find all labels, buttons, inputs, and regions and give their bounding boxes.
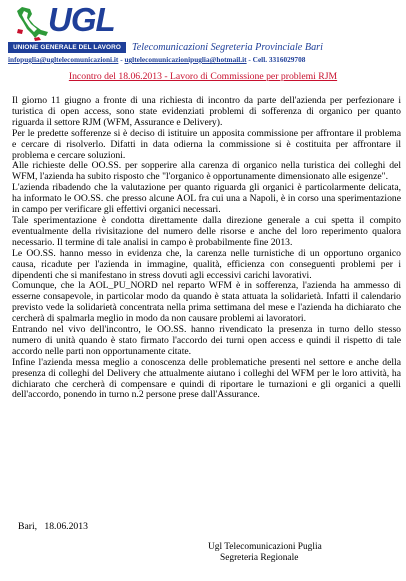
paragraph: Alle richieste delle OO.SS. per sopperire alla carenza di organico nella turistica dei colleghi del WFM, l'azienda ha subito risposto che "l'organico è opportunamente dimensionato alle esigenze". xyxy=(12,160,401,183)
paragraph: Tale sperimentazione è condotta direttamente dalla direzione generale a cui spetta il compito eventualmente della rivisitazione del numero delle risorse e anche del loro reperimento qualora necessario. Il termine di tale analisi in campo è probabilmente fine 2013. xyxy=(12,214,401,248)
signature-org: Ugl Telecomunicazioni Puglia xyxy=(208,542,322,552)
email-link-2[interactable]: ugltelecomunicazionipuglia@hotmail.it xyxy=(124,55,247,64)
email-link-1[interactable]: infopuglia@ugltelecomunicazioni.it xyxy=(8,55,119,64)
phone-number: - Cell. 3316029708 xyxy=(246,55,306,64)
paragraph: Infine l'azienda messa meglio a conoscenza delle problematiche presenti nel settore e anche della presenza di colleghi del Delivery che attualmente aiutano i colleghi del WFM per le loro attività, ha dichiarato che cercherà di compensare e quindi di riportare le turnazioni e gli organici a quelli dell'accordo, ponendo in turno n.2 persone prese dall'Assurance. xyxy=(12,356,401,401)
document-body xyxy=(12,96,401,401)
org-name: Telecomunicazioni Segreteria Provinciale Bari xyxy=(132,42,323,53)
signature-office: Segreteria Regionale xyxy=(220,553,299,563)
email-separator: - xyxy=(118,55,125,64)
document-date: Bari, 18.06.2013 xyxy=(18,521,88,532)
paragraph: Il giorno 11 giugno a fronte di una richiesta di incontro da parte dell'azienda per perfezionare i turistica di open access, sono state evidenziati problemi di sofferenza di organico per quanto riguarda il settore RJM (WFM, Assurance e Delivery). xyxy=(12,95,401,128)
italy-map-icon xyxy=(8,5,52,43)
logo-wordmark: UGL xyxy=(48,1,115,38)
logo-banner: UNIONE GENERALE DEL LAVORO xyxy=(8,42,126,53)
paragraph: Comunque, che la AOL_PU_NORD nel reparto WFM è in sofferenza, l'azienda ha ammesso di esserne consapevole, in particolar modo da quando è stata attuata la solidarietà. Infatti il calendario previsto vede la solidarietà concentrata nella prima settimana del mese e l'azienda ha dichiarato che cercherà di spalmarla meglio in modo da non causare problemi ai lavoratori. xyxy=(12,280,401,325)
letterhead xyxy=(8,1,400,64)
paragraph: Per le predette sofferenze si è deciso di istituire un apposita commissione per affrontare il problema e cercare di risolverlo. Difatti in data odierna la commissione si è costituita per affrontare il problema e cercare soluzioni. xyxy=(12,127,401,161)
paragraph: L'azienda ribadendo che la valutazione per quanto riguarda gli organici è particolarmente delicata, ha informato le OO.SS. che presso alcune AOL fra cui una a Napoli, è in corso una sperimentazione in campo per verificare gli effettivi organici necessari. xyxy=(12,182,401,216)
contact-line xyxy=(8,55,305,64)
ugl-logo xyxy=(8,1,126,55)
signature-block xyxy=(208,542,358,564)
document-title: Incontro del 18.06.2013 - Lavoro di Commissione per problemi RJM xyxy=(68,71,338,82)
paragraph: Le OO.SS. hanno messo in evidenza che, la carenza nelle turnistiche di un opportuno organico causa, ricadute per l'azienda in immagine, qualità, efficienza con conseguenti problemi per i dipendenti che si manifestano in stress dovuti agli eccessivi carichi lavorativi. xyxy=(12,247,401,281)
paragraph: Entrando nel vivo dell'incontro, le OO.SS. hanno rivendicato la presenza in turno dello stesso numero di unità quando è stato firmato l'accordo dei turni open access e quindi il rispetto di tale accordo nelle parti non opportunamente citate. xyxy=(12,324,401,357)
